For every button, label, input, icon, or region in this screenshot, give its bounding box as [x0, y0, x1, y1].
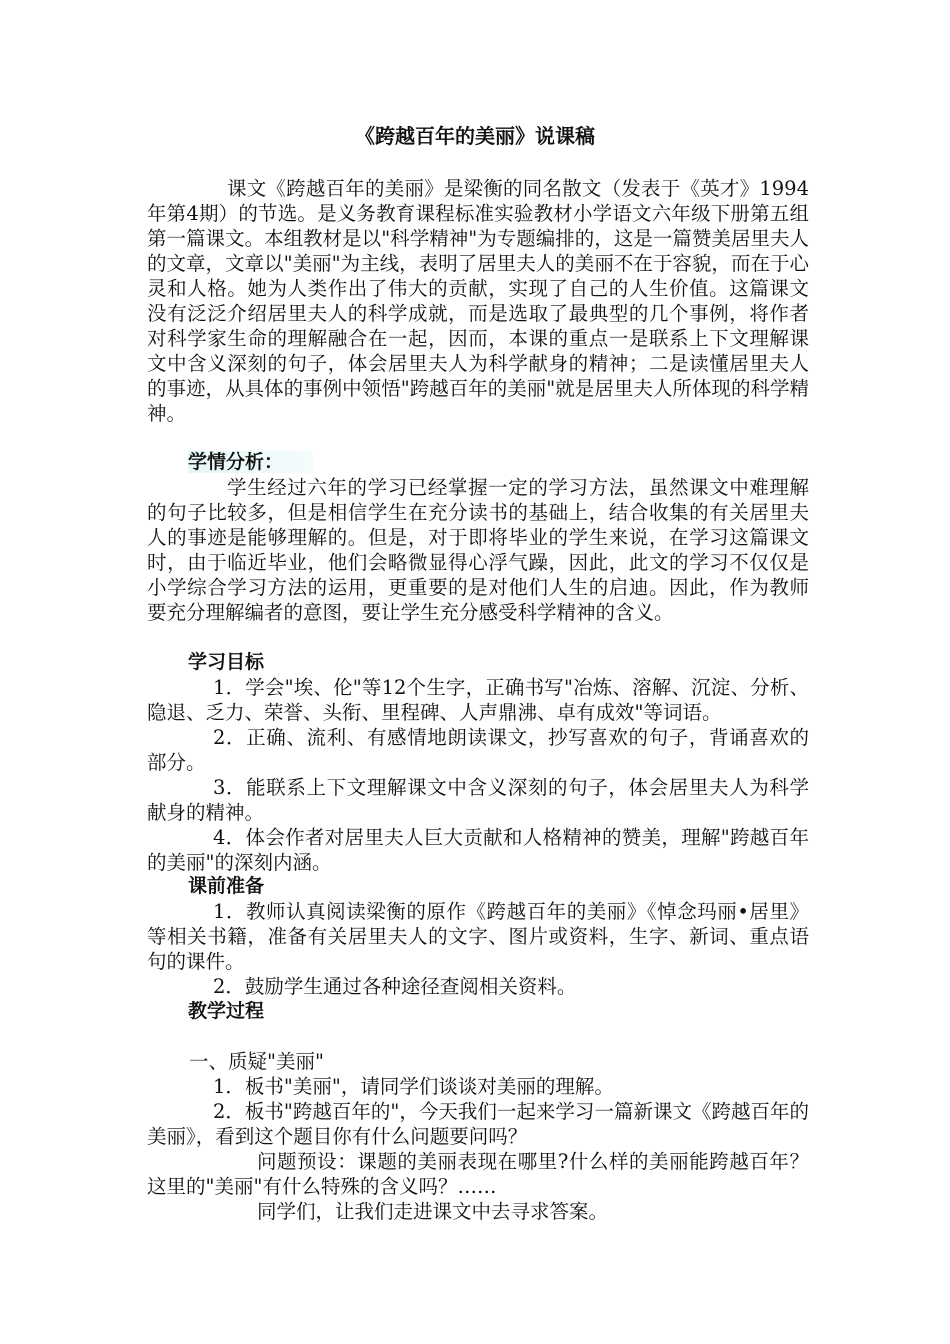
preset-questions: 问题预设：课题的美丽表现在哪里?什么样的美丽能跨越百年？这里的"美丽"有什么特殊的含义吗？…… [147, 1150, 809, 1198]
goal-item-1: 1．学会"埃、伦"等12个生字，正确书写"冶炼、溶解、沉淀、分析、隐退、乏力、荣誉、头衔、里程碑、人声鼎沸、卓有成效"等词语。 [147, 676, 809, 724]
closing-sentence: 同学们，让我们走进课文中去寻求答案。 [257, 1200, 609, 1223]
learning-goals-heading: 学习目标 [188, 651, 265, 673]
goal-item-3: 3．能联系上下文理解课文中含义深刻的句子，体会居里夫人为科学献身的精神。 [147, 776, 809, 824]
preparation-item-2: 2．鼓励学生通过各种途径查阅相关资料。 [213, 975, 577, 998]
learning-analysis-paragraph: 学生经过六年的学习已经掌握一定的学习方法，虽然课文中难理解的句子比较多，但是相信学生在充分读书的基础上，结合收集的有关居里夫人的事迹是能够理解的。但是，对于即将毕业的学生来说，在学习这篇课文时，由于临近毕业，他们会略微显得心浮气躁，因此，此文的学习不仅仅是小学综合学习方法的运用，更重要的是对他们人生的启迪。因此，作为教师要充分理解编者的意图，要让学生充分感受科学精神的含义。 [147, 476, 809, 624]
intro-paragraph: 课文《跨越百年的美丽》是梁衡的同名散文（发表于《英才》1994年第4期）的节选。是义务教育课程标准实验教材小学语文六年级下册第五组第一篇课文。本组教材是以"科学精神"为专题编排的，这是一篇赞美居里夫人的文章，文章以"美丽"为主线，表明了居里夫人的美丽不在于容貌，而在于心灵和人格。她为人类作出了伟大的贡献，实现了自己的人生价值。这篇课文没有泛泛介绍居里夫人的科学成就，而是选取了最典型的几个事例，将作者对科学家生命的理解融合在一起，因而，本课的重点一是联系上下文理解课文中含义深刻的句子，体会居里夫人为科学献身的精神；二是读懂居里夫人的事迹，从具体的事例中领悟"跨越百年的美丽"就是居里夫人所体现的科学精神。 [147, 177, 809, 425]
learning-analysis-heading [188, 450, 313, 475]
document-title: 《跨越百年的美丽》说课稿 [355, 124, 595, 148]
teaching-process-heading: 教学过程 [188, 1000, 265, 1022]
preparation-heading: 课前准备 [188, 875, 265, 897]
step-1-item-1: 1．板书"美丽"，请同学们谈谈对美丽的理解。 [213, 1075, 614, 1098]
step-1-item-2: 2．板书"跨越百年的"，今天我们一起来学习一篇新课文《跨越百年的美丽》，看到这个题目你有什么问题要问吗？ [147, 1100, 809, 1148]
goal-item-4: 4．体会作者对居里夫人巨大贡献和人格精神的赞美，理解"跨越百年的美丽"的深刻内涵。 [147, 826, 809, 874]
preparation-item-1: 1．教师认真阅读梁衡的原作《跨越百年的美丽》《悼念玛丽•居里》等相关书籍，准备有关居里夫人的文字、图片或资料，生字、新词、重点语句的课件。 [147, 900, 809, 973]
goal-item-2: 2．正确、流利、有感情地朗读课文，抄写喜欢的句子，背诵喜欢的部分。 [147, 726, 809, 774]
step-1-title: 一、质疑"美丽" [189, 1050, 324, 1073]
learning-analysis-heading-text: 学情分析： [188, 451, 313, 473]
